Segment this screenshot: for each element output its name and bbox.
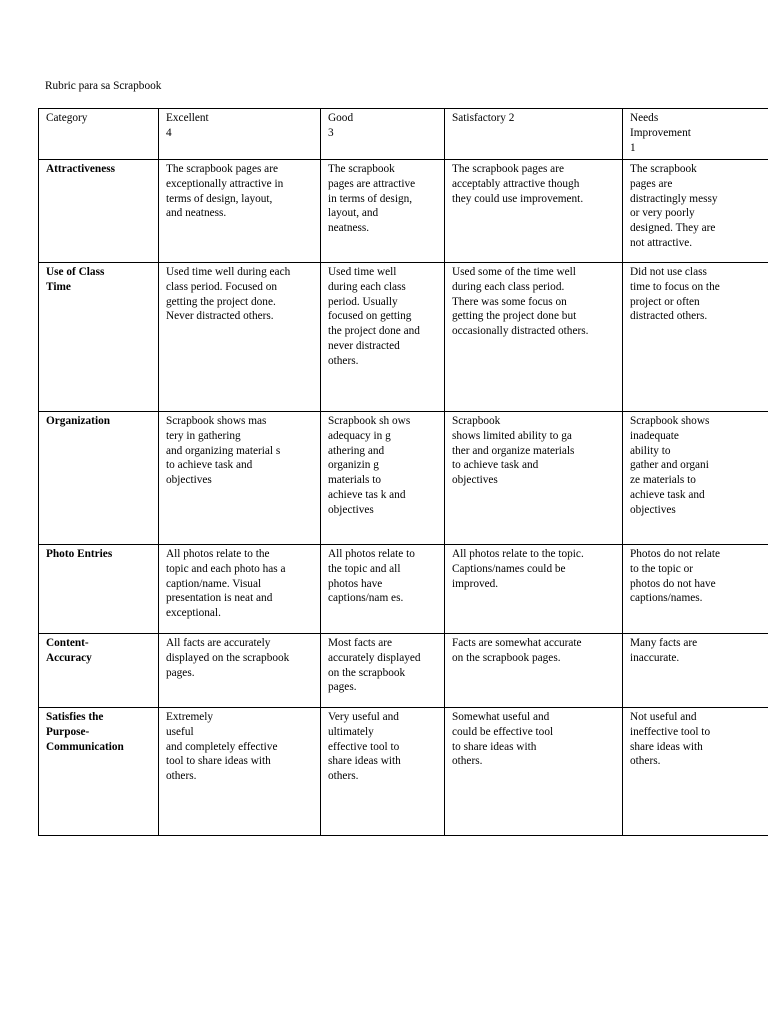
cell-good: Scrapbook sh ows adequacy in g athering and organizin g materials to achieve tas k and objectives [321,412,445,545]
cell-good: Used time well during each class period. Usually focused on getting the project done and never distracted others. [321,263,445,412]
header-excellent [159,109,321,160]
header-label: Satisfactory 2 [452,112,515,124]
row-category: Content- Accuracy [39,634,159,708]
cell-satisfactory: Used some of the time well during each class period. There was some focus on getting the project done but occasionally distracted others. [445,263,623,412]
table-row [39,263,768,412]
header-needs-improvement [623,109,768,160]
rubric-table [38,108,768,836]
row-category: Photo Entries [39,545,159,634]
row-category: Organization [39,412,159,545]
header-label: Category [46,112,88,124]
table-row [39,708,768,836]
header-score: 4 [166,126,172,139]
header-score: 3 [328,126,334,139]
cell-good: Very useful and ultimately effective tool to share ideas with others. [321,708,445,836]
cell-excellent: Scrapbook shows mas tery in gathering and organizing material s to achieve task and objectives [159,412,321,545]
row-category: Satisfies the Purpose- Communication [39,708,159,836]
header-label: Excellent [166,112,209,124]
header-label: Needs Improvement [630,112,691,139]
row-category: Attractiveness [39,160,159,263]
table-row [39,545,768,634]
cell-good: The scrapbook pages are attractive in terms of design, layout, and neatness. [321,160,445,263]
cell-satisfactory: Scrapbook shows limited ability to ga ther and organize materials to achieve task and objectives [445,412,623,545]
cell-needs-improvement: The scrapbook pages are distractingly messy or very poorly designed. They are not attractive. [623,160,768,263]
cell-needs-improvement: Photos do not relate to the topic or photos do not have captions/names. [623,545,768,634]
cell-good: All photos relate to the topic and all photos have captions/nam es. [321,545,445,634]
document-title: Rubric para sa Scrapbook [45,80,162,92]
header-category [39,109,159,160]
cell-excellent: All photos relate to the topic and each photo has a caption/name. Visual presentation is neat and exceptional. [159,545,321,634]
table-row [39,634,768,708]
cell-excellent: Used time well during each class period. Focused on getting the project done. Never distracted others. [159,263,321,412]
table-row [39,160,768,263]
cell-satisfactory: Somewhat useful and could be effective tool to share ideas with others. [445,708,623,836]
cell-satisfactory: All photos relate to the topic. Captions/names could be improved. [445,545,623,634]
cell-excellent: The scrapbook pages are exceptionally attractive in terms of design, layout, and neatness. [159,160,321,263]
header-good [321,109,445,160]
cell-excellent: Extremely useful and completely effective tool to share ideas with others. [159,708,321,836]
cell-satisfactory: The scrapbook pages are acceptably attractive though they could use improvement. [445,160,623,263]
header-score: 1 [630,141,636,154]
cell-good: Most facts are accurately displayed on the scrapbook pages. [321,634,445,708]
cell-needs-improvement: Not useful and ineffective tool to share ideas with others. [623,708,768,836]
table-row [39,412,768,545]
cell-excellent: All facts are accurately displayed on the scrapbook pages. [159,634,321,708]
row-category: Use of Class Time [39,263,159,412]
header-row [39,109,768,160]
cell-needs-improvement: Scrapbook shows inadequate ability to gather and organi ze materials to achieve task and objectives [623,412,768,545]
header-satisfactory [445,109,623,160]
cell-needs-improvement: Many facts are inaccurate. [623,634,768,708]
header-label: Good [328,112,354,124]
cell-satisfactory: Facts are somewhat accurate on the scrapbook pages. [445,634,623,708]
cell-needs-improvement: Did not use class time to focus on the project or often distracted others. [623,263,768,412]
